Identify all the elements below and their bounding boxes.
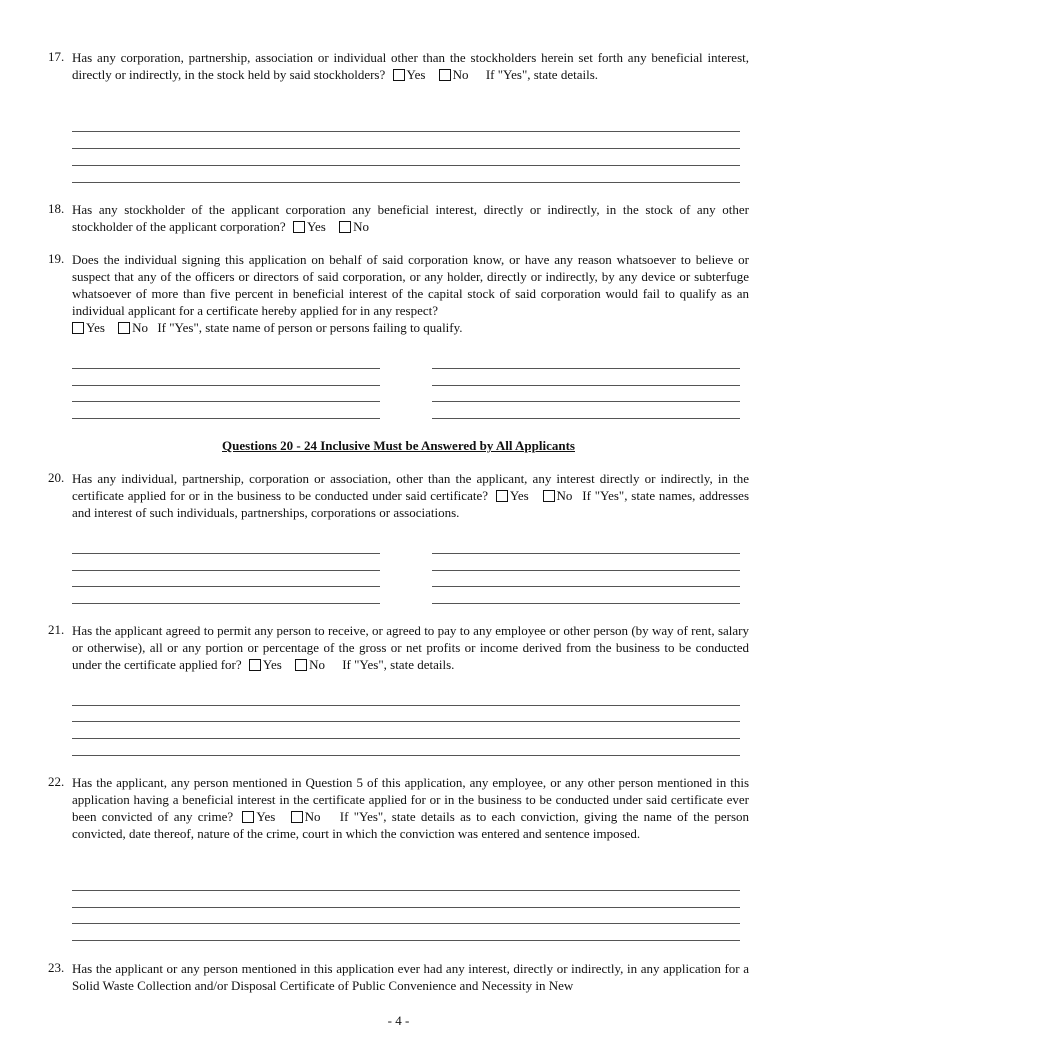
yes-checkbox[interactable] <box>393 69 405 81</box>
answer-line[interactable] <box>72 148 740 149</box>
no-label: No <box>132 320 149 335</box>
question-text: Has the applicant, any person mentioned in Question 5 of this application, any employee, or any other person mentioned in this application having a beneficial interest in the certificate applied for or in the business to be conducted under said certificate ever been convicted of any crime? <box>72 775 749 824</box>
no-checkbox[interactable] <box>291 811 303 823</box>
yes-label: Yes <box>306 219 326 234</box>
answer-line-right[interactable] <box>432 570 740 571</box>
answer-line[interactable] <box>72 738 740 739</box>
answer-line[interactable] <box>72 940 740 941</box>
yes-label: Yes <box>86 320 105 335</box>
no-label: No <box>304 809 321 824</box>
question-text: Has any individual, partnership, corporation or association, other than the applicant, any interest directly or indirectly, in the certificate applied for or in the business to be conducted under said certificate? <box>72 471 749 503</box>
yes-checkbox[interactable] <box>496 490 508 502</box>
answer-line-left[interactable] <box>72 401 380 402</box>
section-heading: Questions 20 - 24 Inclusive Must be Answered by All Applicants <box>222 438 575 453</box>
question-21 <box>48 622 749 673</box>
no-checkbox[interactable] <box>295 659 307 671</box>
answer-line[interactable] <box>72 923 740 924</box>
question-instruction: If "Yes", state name of person or persons failing to qualify. <box>157 320 463 335</box>
answer-line[interactable] <box>72 721 740 722</box>
answer-line[interactable] <box>72 907 740 908</box>
answer-line-left[interactable] <box>72 385 380 386</box>
question-text: Has the applicant agreed to permit any person to receive, or agreed to pay to any employee or other person (by way of rent, salary or otherwise), all or any portion or percentage of the gross or net profits or income derived from the business to be conducted under the certificate applied for? <box>72 623 749 672</box>
question-number: 21. <box>48 622 65 637</box>
question-text: Has the applicant or any person mentioned in this application ever had any interest, directly or indirectly, in any application for a Solid Waste Collection and/or Disposal Certificate of Public Convenience and Necessity in New <box>72 961 749 993</box>
yes-checkbox[interactable] <box>249 659 261 671</box>
question-20 <box>48 470 749 521</box>
answer-line-left[interactable] <box>72 586 380 587</box>
answer-line[interactable] <box>72 705 740 706</box>
answer-line-left[interactable] <box>72 368 380 369</box>
no-label: No <box>309 657 325 672</box>
no-checkbox[interactable] <box>543 490 555 502</box>
question-22 <box>48 774 749 842</box>
answer-line-left[interactable] <box>72 553 380 554</box>
page-number: - 4 - <box>387 1013 410 1028</box>
answer-line-right[interactable] <box>432 553 740 554</box>
answer-line-right[interactable] <box>432 586 740 587</box>
question-number: 18. <box>48 201 65 216</box>
question-instruction: If "Yes", state details. <box>485 67 599 82</box>
no-label: No <box>353 219 370 234</box>
no-checkbox[interactable] <box>339 221 351 233</box>
question-number: 17. <box>48 49 65 64</box>
answer-line-right[interactable] <box>432 418 740 419</box>
question-text: Has any corporation, partnership, association or individual other than the stockholders herein set forth any beneficial interest, directly or indirectly, in the stock held by said stockholders? <box>72 50 749 82</box>
yes-label: Yes <box>406 67 426 82</box>
yes-checkbox[interactable] <box>72 322 84 334</box>
question-19 <box>48 251 749 336</box>
no-checkbox[interactable] <box>118 322 130 334</box>
answer-line-right[interactable] <box>432 401 740 402</box>
answer-line-left[interactable] <box>72 418 380 419</box>
question-number: 19. <box>48 251 65 266</box>
yes-label: Yes <box>262 657 282 672</box>
answer-line[interactable] <box>72 131 740 132</box>
answer-line-left[interactable] <box>72 603 380 604</box>
answer-line-right[interactable] <box>432 368 740 369</box>
answer-line[interactable] <box>72 755 740 756</box>
answer-line-right[interactable] <box>432 603 740 604</box>
question-instruction: If "Yes", state details as to each conviction, giving the name of the person convicted, date thereof, nature of the crime, court in which the conviction was entered and sentence imposed. <box>72 809 750 841</box>
no-checkbox[interactable] <box>439 69 451 81</box>
question-text: Has any stockholder of the applicant corporation any beneficial interest, directly or indirectly, in the stock of any other stockholder of the applicant corporation? <box>72 202 749 234</box>
question-instruction: If "Yes", state names, addresses and interest of such individuals, partnerships, corporations or associations. <box>72 488 750 520</box>
yes-label: Yes <box>509 488 529 503</box>
answer-line-left[interactable] <box>72 570 380 571</box>
question-23 <box>48 960 749 994</box>
question-number: 22. <box>48 774 65 789</box>
question-text: Does the individual signing this application on behalf of said corporation know, or have any reason whatsoever to believe or suspect that any of the officers or directors of said corporation, or any holder, directly or indirectly, by any device or subterfuge whatsoever of more than five percent in beneficial interest of the capital stock of said corporation would fail to qualify as an individual applicant for a certificate hereby applied for in any respect? <box>72 252 749 318</box>
question-number: 20. <box>48 470 65 485</box>
question-18 <box>48 201 749 235</box>
yes-checkbox[interactable] <box>293 221 305 233</box>
answer-line[interactable] <box>72 165 740 166</box>
question-instruction: If "Yes", state details. <box>342 657 455 672</box>
no-label: No <box>556 488 573 503</box>
answer-line[interactable] <box>72 182 740 183</box>
answer-line[interactable] <box>72 890 740 891</box>
answer-line-right[interactable] <box>432 385 740 386</box>
yes-checkbox[interactable] <box>242 811 254 823</box>
question-number: 23. <box>48 960 65 975</box>
question-17 <box>48 49 749 83</box>
yes-label: Yes <box>256 809 276 824</box>
no-label: No <box>452 67 469 82</box>
